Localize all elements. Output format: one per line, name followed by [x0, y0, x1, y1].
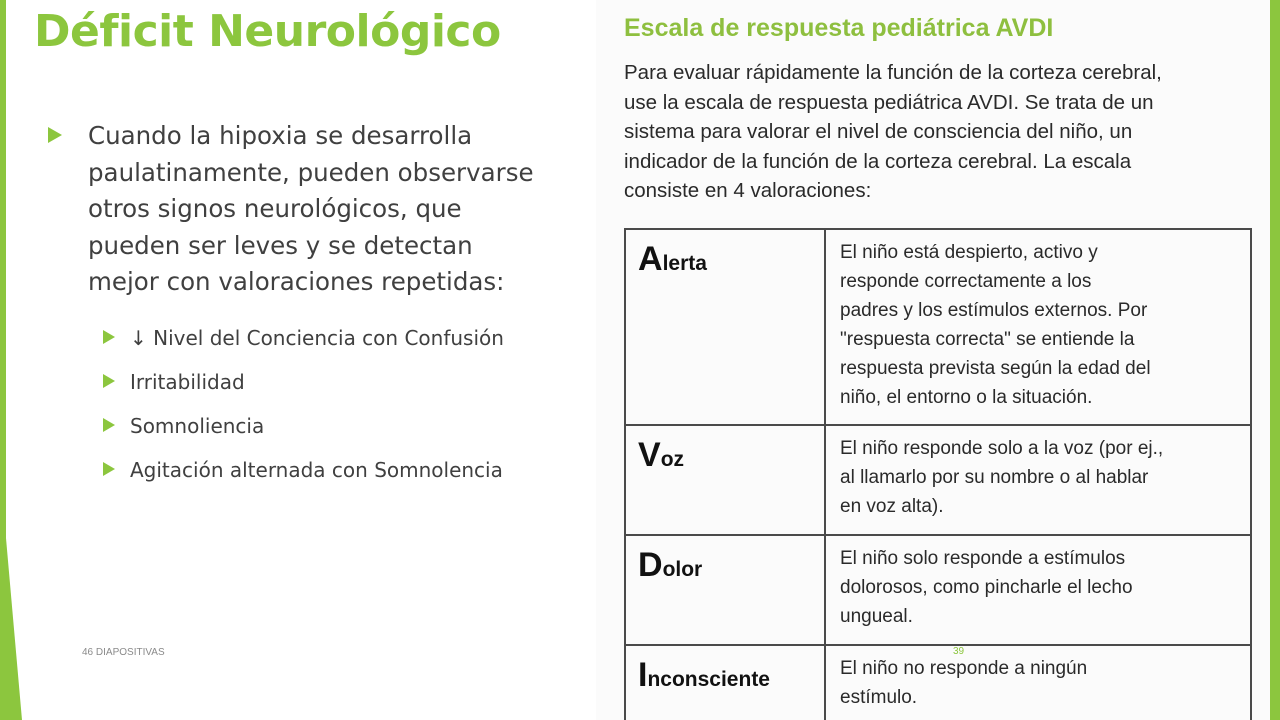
avdi-term	[625, 229, 825, 425]
desc-line: dolorosos, como pincharle el lecho	[840, 577, 1133, 598]
sub-bullet	[103, 323, 548, 353]
main-bullet	[48, 118, 548, 301]
table-row	[625, 425, 1251, 535]
term-rest: olor	[662, 558, 703, 581]
intro-line: indicador de la función de la corteza cerebral. La escala	[624, 149, 1132, 173]
slide-title: Déficit Neurológico	[34, 6, 501, 57]
term-rest: lerta	[662, 252, 707, 275]
avdi-scale-image	[596, 0, 1270, 720]
term-rest: oz	[660, 448, 685, 471]
left-accent-shape	[0, 0, 30, 720]
bullet-arrow-icon	[103, 374, 115, 388]
desc-line: El niño está despierto, activo y	[840, 242, 1098, 263]
sub-bullet-text: Irritabilidad	[130, 369, 245, 394]
term-rest: nconsciente	[647, 668, 770, 691]
desc-line: ungueal.	[840, 606, 913, 627]
avdi-description	[825, 535, 1251, 645]
sub-bullet	[103, 367, 548, 397]
right-accent-bar	[1270, 0, 1280, 720]
desc-line: padres y los estímulos externos. Por	[840, 300, 1148, 321]
intro-line: sistema para valorar el nivel de consciencia del niño, un	[624, 120, 1133, 143]
desc-line: responde correctamente a los	[840, 271, 1092, 292]
bullet-arrow-icon	[48, 127, 62, 143]
term-initial: V	[638, 436, 661, 474]
desc-line: El niño solo responde a estímulos	[840, 548, 1126, 569]
intro-line: use la escala de respuesta pediátrica AVDI. Se trata de un	[624, 90, 1154, 114]
term-initial: D	[638, 546, 663, 584]
avdi-term	[625, 425, 825, 535]
term-initial: A	[638, 240, 663, 278]
sub-bullet-text: ↓ Nivel del Conciencia con Confusión	[130, 325, 504, 350]
intro-line: Para evaluar rápidamente la función de la corteza cerebral,	[624, 61, 1162, 84]
sub-bullet	[103, 455, 548, 485]
desc-line: El niño no responde a ningún	[840, 658, 1088, 679]
sub-bullet-list	[103, 323, 548, 485]
slide-number: 39	[953, 646, 965, 657]
bullet-arrow-icon	[103, 418, 115, 432]
bullet-list	[48, 118, 548, 499]
footer-text: 46 DIAPOSITIVAS	[82, 647, 165, 658]
avdi-term	[625, 645, 825, 720]
main-bullet-text: Cuando la hipoxia se desarrolla paulatinamente, pueden observarse otros signos neurológicos, que pueden ser leves y se detectan mejor con valoraciones repetidas:	[88, 121, 534, 296]
bullet-arrow-icon	[103, 462, 115, 476]
desc-line: El niño responde solo a la voz (por ej.,	[840, 438, 1164, 459]
sub-bullet	[103, 411, 548, 441]
avdi-description	[825, 229, 1251, 425]
avdi-intro-paragraph	[624, 58, 1264, 206]
avdi-term	[625, 535, 825, 645]
avdi-description	[825, 645, 1251, 720]
term-initial: I	[638, 656, 648, 694]
table-row	[625, 535, 1251, 645]
bullet-arrow-icon	[103, 330, 115, 344]
desc-line: en voz alta).	[840, 496, 944, 517]
avdi-scale-title: Escala de respuesta pediátrica AVDI	[624, 14, 1054, 42]
desc-line: respuesta prevista según la edad del	[840, 358, 1151, 379]
table-row	[625, 229, 1251, 425]
intro-line: consiste en 4 valoraciones:	[624, 179, 872, 202]
avdi-table	[624, 228, 1252, 720]
desc-line: estímulo.	[840, 687, 918, 708]
sub-bullet-text: Agitación alternada con Somnolencia	[130, 457, 503, 482]
desc-line: "respuesta correcta" se entiende la	[840, 329, 1135, 350]
desc-line: niño, el entorno o la situación.	[840, 387, 1093, 408]
sub-bullet-text: Somnoliencia	[130, 413, 265, 438]
table-row	[625, 645, 1251, 720]
avdi-description	[825, 425, 1251, 535]
desc-line: al llamarlo por su nombre o al hablar	[840, 467, 1149, 488]
